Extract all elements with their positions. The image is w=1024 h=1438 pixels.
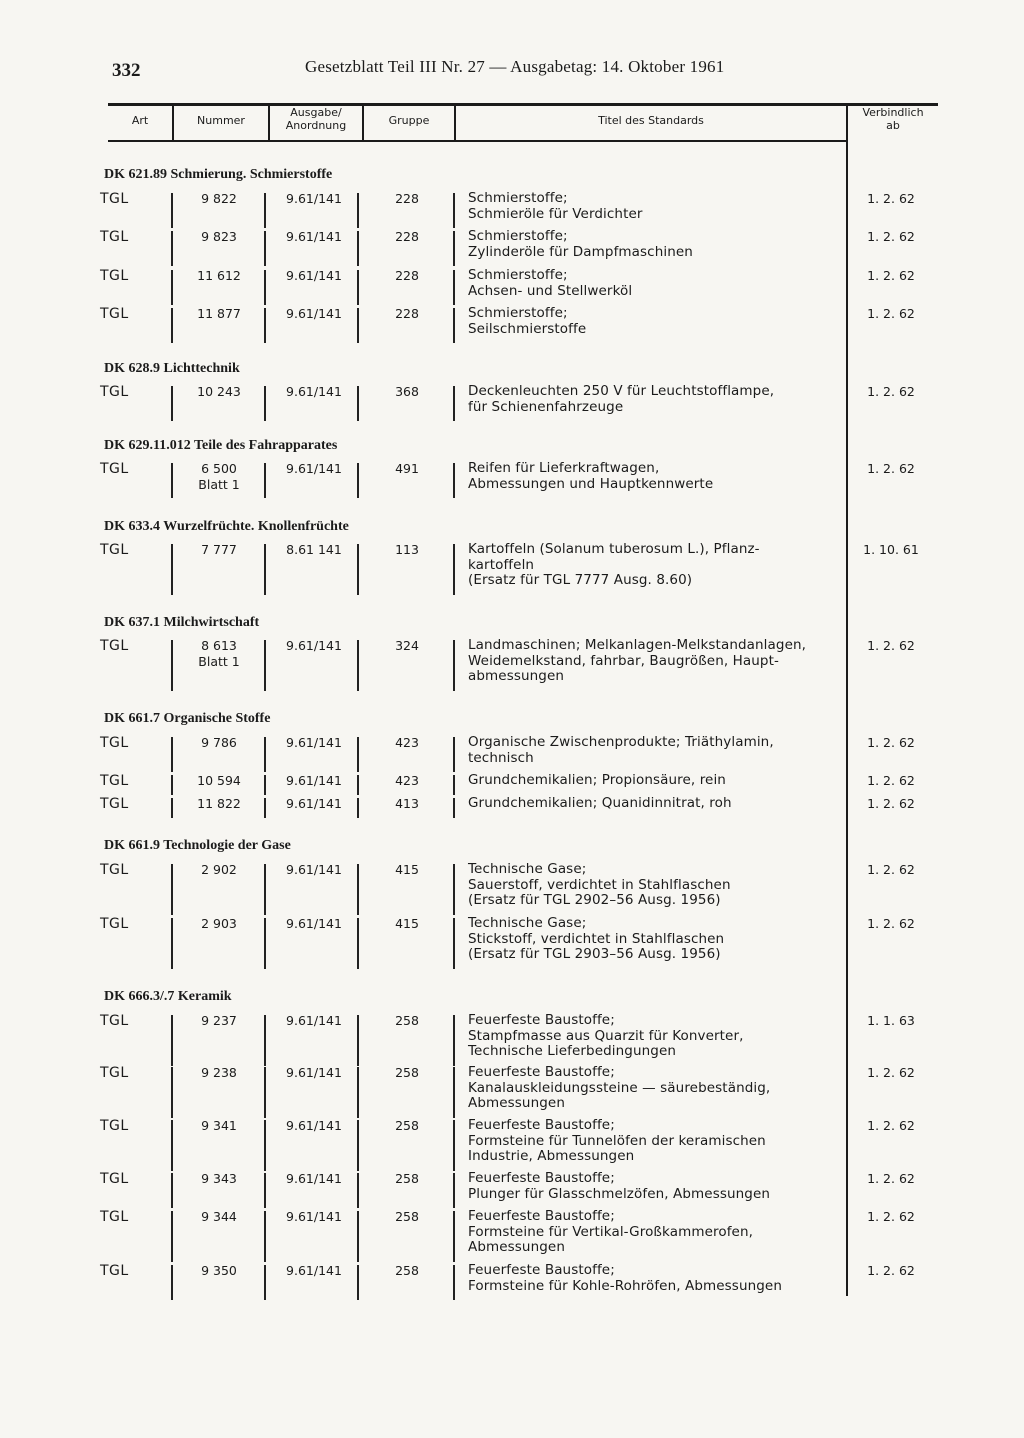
cell-ausgabe: 9.61/141 xyxy=(286,916,342,931)
cell-gruppe: 415 xyxy=(395,916,419,931)
cell-divider xyxy=(357,737,359,772)
cell-titel-line: Feuerfeste Baustoffe; xyxy=(468,1064,615,1080)
cell-titel-line: Industrie, Abmessungen xyxy=(468,1148,635,1165)
cell-divider xyxy=(357,775,359,795)
cell-titel-line: Abmessungen xyxy=(468,1095,565,1112)
column-header-ausgabe xyxy=(270,106,362,132)
cell-divider xyxy=(264,918,266,969)
cell-titel-line: Feuerfeste Baustoffe; xyxy=(468,1208,615,1224)
cell-titel-line: Feuerfeste Baustoffe; xyxy=(468,1012,615,1028)
cell-ausgabe: 9.61/141 xyxy=(286,306,342,321)
cell-titel xyxy=(468,1171,838,1202)
cell-nummer xyxy=(175,191,263,207)
cell-art: TGL xyxy=(100,384,129,400)
cell-divider xyxy=(171,544,173,595)
cell-nummer-value: 7 777 xyxy=(201,542,237,557)
page-number: 332 xyxy=(112,60,141,81)
cell-divider xyxy=(453,1211,455,1262)
cell-divider xyxy=(453,1015,455,1066)
cell-titel xyxy=(468,268,838,299)
cell-nummer-blatt: Blatt 1 xyxy=(198,654,240,669)
cell-divider xyxy=(453,1173,455,1208)
cell-nummer-value: 11 877 xyxy=(197,306,241,321)
cell-gruppe: 228 xyxy=(395,306,419,321)
cell-nummer xyxy=(175,1263,263,1279)
cell-ausgabe: 9.61/141 xyxy=(286,735,342,750)
column-header-titel: Titel des Standards xyxy=(598,114,704,127)
cell-divider xyxy=(171,386,173,421)
cell-gruppe: 228 xyxy=(395,268,419,283)
cell-divider xyxy=(453,270,455,305)
cell-verbindlich: 1. 2. 62 xyxy=(867,306,915,321)
cell-divider xyxy=(171,640,173,691)
right-column-rule xyxy=(846,104,848,1296)
cell-divider xyxy=(264,231,266,266)
cell-divider xyxy=(171,737,173,772)
column-header-ausgabe-line2: Anordnung xyxy=(285,119,347,132)
cell-divider xyxy=(357,640,359,691)
cell-divider xyxy=(264,544,266,595)
cell-divider xyxy=(453,463,455,498)
cell-nummer-value: 9 786 xyxy=(201,735,237,750)
cell-divider xyxy=(453,1265,455,1300)
cell-art: TGL xyxy=(100,1118,129,1134)
cell-divider xyxy=(357,386,359,421)
cell-divider xyxy=(171,1120,173,1171)
cell-titel xyxy=(468,384,838,415)
cell-divider xyxy=(171,918,173,969)
cell-divider xyxy=(453,1120,455,1171)
cell-divider xyxy=(264,386,266,421)
cell-verbindlich: 1. 2. 62 xyxy=(867,1065,915,1080)
cell-titel xyxy=(468,862,838,909)
column-header-verbindlich xyxy=(848,106,938,132)
cell-divider xyxy=(357,1211,359,1262)
section-heading: DK 637.1 Milchwirtschaft xyxy=(104,615,260,630)
cell-verbindlich: 1. 2. 62 xyxy=(867,384,915,399)
cell-divider xyxy=(171,775,173,795)
cell-titel-line: kartoffeln xyxy=(468,556,535,573)
cell-verbindlich: 1. 2. 62 xyxy=(867,916,915,931)
cell-divider xyxy=(357,1067,359,1118)
table-header-rule xyxy=(108,140,848,142)
cell-art: TGL xyxy=(100,916,129,932)
cell-divider xyxy=(264,1067,266,1118)
cell-divider xyxy=(171,231,173,266)
section-heading: DK 666.3/.7 Keramik xyxy=(104,989,232,1004)
cell-divider xyxy=(171,864,173,915)
cell-ausgabe: 9.61/141 xyxy=(286,384,342,399)
column-header-art: Art xyxy=(131,114,149,127)
cell-verbindlich: 1. 2. 62 xyxy=(867,796,915,811)
cell-titel-line: Feuerfeste Baustoffe; xyxy=(468,1170,615,1186)
cell-divider xyxy=(264,640,266,691)
cell-nummer-value: 9 350 xyxy=(201,1263,237,1278)
cell-nummer xyxy=(175,735,263,751)
cell-titel-line: Abmessungen und Hauptkennwerte xyxy=(468,475,714,492)
cell-nummer xyxy=(175,916,263,932)
cell-art: TGL xyxy=(100,773,129,789)
cell-divider xyxy=(171,463,173,498)
cell-titel xyxy=(468,229,838,260)
cell-art: TGL xyxy=(100,542,129,558)
cell-divider xyxy=(171,1211,173,1262)
cell-art: TGL xyxy=(100,268,129,284)
cell-nummer-value: 9 823 xyxy=(201,229,237,244)
section-heading: DK 628.9 Lichttechnik xyxy=(104,361,240,376)
cell-divider xyxy=(264,1120,266,1171)
cell-titel-line: Organische Zwischenprodukte; Triäthylamin, xyxy=(468,734,774,750)
cell-verbindlich: 1. 1. 63 xyxy=(867,1013,915,1028)
cell-nummer-value: 6 500 xyxy=(201,461,237,476)
cell-art: TGL xyxy=(100,638,129,654)
cell-nummer-value: 11 822 xyxy=(197,796,241,811)
cell-ausgabe: 9.61/141 xyxy=(286,638,342,653)
cell-nummer xyxy=(175,773,263,789)
cell-gruppe: 228 xyxy=(395,229,419,244)
cell-gruppe: 258 xyxy=(395,1171,419,1186)
cell-nummer-blatt: Blatt 1 xyxy=(198,477,240,492)
cell-gruppe: 258 xyxy=(395,1065,419,1080)
cell-titel xyxy=(468,1263,838,1294)
cell-divider xyxy=(264,775,266,795)
cell-titel-line: Grundchemikalien; Propionsäure, rein xyxy=(468,772,726,788)
cell-ausgabe: 9.61/141 xyxy=(286,1171,342,1186)
cell-divider xyxy=(264,1173,266,1208)
column-header-nummer: Nummer xyxy=(197,114,245,127)
cell-divider xyxy=(357,1120,359,1171)
cell-nummer xyxy=(175,862,263,878)
cell-nummer-value: 11 612 xyxy=(197,268,241,283)
cell-art: TGL xyxy=(100,1013,129,1029)
cell-divider xyxy=(453,1067,455,1118)
cell-art: TGL xyxy=(100,796,129,812)
cell-divider xyxy=(171,193,173,228)
cell-divider xyxy=(453,386,455,421)
cell-divider xyxy=(264,270,266,305)
cell-ausgabe: 9.61/141 xyxy=(286,862,342,877)
cell-divider xyxy=(357,798,359,818)
cell-titel-line: Schmierstoffe; xyxy=(468,228,568,244)
cell-divider xyxy=(171,270,173,305)
cell-divider xyxy=(171,308,173,343)
cell-titel-line: Schmierstoffe; xyxy=(468,305,568,321)
cell-art: TGL xyxy=(100,191,129,207)
cell-titel-line: Kartoffeln (Solanum tuberosum L.), Pflanz- xyxy=(468,541,760,557)
cell-ausgabe: 9.61/141 xyxy=(286,268,342,283)
cell-divider xyxy=(264,308,266,343)
cell-art: TGL xyxy=(100,1171,129,1187)
cell-nummer xyxy=(175,461,263,493)
cell-gruppe: 423 xyxy=(395,735,419,750)
cell-ausgabe: 9.61/141 xyxy=(286,1263,342,1278)
cell-titel-line: Seilschmierstoffe xyxy=(468,320,587,337)
cell-divider xyxy=(357,1015,359,1066)
cell-nummer-value: 9 237 xyxy=(201,1013,237,1028)
cell-divider xyxy=(453,737,455,772)
cell-nummer xyxy=(175,1171,263,1187)
cell-titel xyxy=(468,1065,838,1112)
cell-titel-line: Feuerfeste Baustoffe; xyxy=(468,1262,615,1278)
cell-divider xyxy=(357,864,359,915)
cell-verbindlich: 1. 2. 62 xyxy=(867,229,915,244)
table-top-rule xyxy=(108,103,938,106)
cell-nummer xyxy=(175,542,263,558)
cell-verbindlich: 1. 2. 62 xyxy=(867,773,915,788)
cell-titel-line: Schmieröle für Verdichter xyxy=(468,205,643,222)
cell-gruppe: 258 xyxy=(395,1013,419,1028)
cell-gruppe: 491 xyxy=(395,461,419,476)
cell-ausgabe: 9.61/141 xyxy=(286,229,342,244)
cell-divider xyxy=(357,544,359,595)
cell-nummer xyxy=(175,796,263,812)
cell-divider xyxy=(357,270,359,305)
cell-titel-line: Grundchemikalien; Quanidinnitrat, roh xyxy=(468,795,732,811)
cell-titel-line: (Ersatz für TGL 7777 Ausg. 8.60) xyxy=(468,572,693,589)
cell-nummer-value: 2 903 xyxy=(201,916,237,931)
cell-divider xyxy=(453,918,455,969)
cell-titel xyxy=(468,916,838,963)
cell-gruppe: 258 xyxy=(395,1118,419,1133)
cell-divider xyxy=(171,1265,173,1300)
cell-divider xyxy=(357,308,359,343)
cell-titel-line: abmessungen xyxy=(468,668,565,685)
cell-titel xyxy=(468,796,838,812)
cell-divider xyxy=(264,1211,266,1262)
cell-divider xyxy=(264,1015,266,1066)
cell-titel-line: Kanalauskleidungssteine — säurebeständig, xyxy=(468,1079,771,1096)
cell-gruppe: 113 xyxy=(395,542,419,557)
column-divider xyxy=(172,104,174,140)
cell-gruppe: 258 xyxy=(395,1263,419,1278)
cell-titel-line: Formsteine für Vertikal-Großkammerofen, xyxy=(468,1223,754,1240)
cell-titel-line: Formsteine für Tunnelöfen der keramischen xyxy=(468,1132,766,1149)
cell-verbindlich: 1. 2. 62 xyxy=(867,638,915,653)
cell-nummer-value: 9 238 xyxy=(201,1065,237,1080)
cell-verbindlich: 1. 2. 62 xyxy=(867,268,915,283)
cell-titel xyxy=(468,191,838,222)
cell-verbindlich: 1. 2. 62 xyxy=(867,1171,915,1186)
cell-titel-line: Zylinderöle für Dampfmaschinen xyxy=(468,243,693,260)
cell-titel-line: Schmierstoffe; xyxy=(468,190,568,206)
cell-ausgabe: 9.61/141 xyxy=(286,1118,342,1133)
cell-ausgabe: 9.61/141 xyxy=(286,796,342,811)
cell-verbindlich: 1. 2. 62 xyxy=(867,862,915,877)
cell-art: TGL xyxy=(100,1263,129,1279)
cell-nummer-value: 8 613 xyxy=(201,638,237,653)
cell-divider xyxy=(171,1015,173,1066)
cell-titel xyxy=(468,461,838,492)
cell-nummer xyxy=(175,229,263,245)
cell-ausgabe: 9.61/141 xyxy=(286,1065,342,1080)
section-heading: DK 629.11.012 Teile des Fahrapparates xyxy=(104,438,338,453)
cell-verbindlich: 1. 2. 62 xyxy=(867,735,915,750)
cell-gruppe: 368 xyxy=(395,384,419,399)
cell-divider xyxy=(264,193,266,228)
cell-ausgabe: 9.61/141 xyxy=(286,1209,342,1224)
cell-divider xyxy=(453,798,455,818)
cell-titel-line: (Ersatz für TGL 2903–56 Ausg. 1956) xyxy=(468,946,721,963)
column-header-gruppe: Gruppe xyxy=(388,114,430,127)
cell-titel xyxy=(468,1118,838,1165)
cell-titel-line: technisch xyxy=(468,749,534,766)
cell-nummer-value: 10 243 xyxy=(197,384,241,399)
cell-nummer xyxy=(175,268,263,284)
cell-nummer-value: 9 341 xyxy=(201,1118,237,1133)
cell-art: TGL xyxy=(100,735,129,751)
cell-art: TGL xyxy=(100,229,129,245)
cell-gruppe: 258 xyxy=(395,1209,419,1224)
cell-gruppe: 413 xyxy=(395,796,419,811)
cell-verbindlich: 1. 2. 62 xyxy=(867,1118,915,1133)
cell-titel xyxy=(468,306,838,337)
cell-ausgabe: 9.61/141 xyxy=(286,191,342,206)
cell-nummer xyxy=(175,384,263,400)
cell-divider xyxy=(453,231,455,266)
cell-art: TGL xyxy=(100,461,129,477)
cell-art: TGL xyxy=(100,1209,129,1225)
cell-titel-line: Stickstoff, verdichtet in Stahlflaschen xyxy=(468,930,725,947)
cell-titel-line: Feuerfeste Baustoffe; xyxy=(468,1117,615,1133)
cell-titel-line: Reifen für Lieferkraftwagen, xyxy=(468,460,660,476)
cell-divider xyxy=(357,463,359,498)
cell-art: TGL xyxy=(100,306,129,322)
cell-divider xyxy=(171,1173,173,1208)
cell-nummer-value: 9 343 xyxy=(201,1171,237,1186)
cell-art: TGL xyxy=(100,1065,129,1081)
cell-titel-line: Deckenleuchten 250 V für Leuchtstofflampe, xyxy=(468,383,775,399)
cell-titel-line: Technische Lieferbedingungen xyxy=(468,1043,677,1060)
cell-titel-line: Technische Gase; xyxy=(468,861,587,877)
cell-titel-line: Technische Gase; xyxy=(468,915,587,931)
cell-gruppe: 324 xyxy=(395,638,419,653)
cell-nummer-value: 9 344 xyxy=(201,1209,237,1224)
cell-divider xyxy=(171,1067,173,1118)
cell-divider xyxy=(264,798,266,818)
cell-titel xyxy=(468,773,838,789)
cell-titel-line: Schmierstoffe; xyxy=(468,267,568,283)
cell-verbindlich: 1. 10. 61 xyxy=(863,542,919,557)
cell-divider xyxy=(357,1265,359,1300)
cell-titel-line: Abmessungen xyxy=(468,1239,565,1256)
cell-divider xyxy=(453,544,455,595)
cell-titel-line: Stampfmasse aus Quarzit für Konverter, xyxy=(468,1027,744,1044)
cell-titel-line: Landmaschinen; Melkanlagen-Melkstandanlagen, xyxy=(468,637,807,653)
cell-nummer-value: 9 822 xyxy=(201,191,237,206)
cell-divider xyxy=(453,864,455,915)
cell-divider xyxy=(264,463,266,498)
cell-verbindlich: 1. 2. 62 xyxy=(867,461,915,476)
cell-titel-line: für Schienenfahrzeuge xyxy=(468,398,624,415)
column-header-verbindlich-line2: ab xyxy=(886,119,900,132)
section-heading: DK 621.89 Schmierung. Schmierstoffe xyxy=(104,167,333,182)
section-heading: DK 633.4 Wurzelfrüchte. Knollenfrüchte xyxy=(104,519,349,534)
cell-ausgabe: 9.61/141 xyxy=(286,773,342,788)
cell-art: TGL xyxy=(100,862,129,878)
cell-titel-line: Formsteine für Kohle-Rohröfen, Abmessungen xyxy=(468,1277,782,1294)
section-heading: DK 661.7 Organische Stoffe xyxy=(104,711,271,726)
cell-titel xyxy=(468,735,838,766)
cell-ausgabe: 9.61/141 xyxy=(286,1013,342,1028)
cell-nummer xyxy=(175,1209,263,1225)
cell-divider xyxy=(264,1265,266,1300)
cell-titel xyxy=(468,1013,838,1060)
cell-divider xyxy=(357,918,359,969)
cell-titel xyxy=(468,542,838,589)
column-header-verbindlich-line1: Verbindlich xyxy=(862,106,924,119)
cell-verbindlich: 1. 2. 62 xyxy=(867,1209,915,1224)
cell-nummer-value: 10 594 xyxy=(197,773,241,788)
cell-divider xyxy=(453,775,455,795)
cell-titel-line: (Ersatz für TGL 2902–56 Ausg. 1956) xyxy=(468,892,721,909)
section-heading: DK 661.9 Technologie der Gase xyxy=(104,838,291,853)
cell-nummer xyxy=(175,306,263,322)
cell-divider xyxy=(357,231,359,266)
cell-verbindlich: 1. 2. 62 xyxy=(867,191,915,206)
cell-titel xyxy=(468,1209,838,1256)
cell-ausgabe: 9.61/141 xyxy=(286,461,342,476)
cell-titel-line: Plunger für Glasschmelzöfen, Abmessungen xyxy=(468,1185,771,1202)
cell-gruppe: 415 xyxy=(395,862,419,877)
cell-divider xyxy=(357,193,359,228)
cell-divider xyxy=(453,193,455,228)
cell-titel-line: Achsen- und Stellwerköl xyxy=(468,282,633,299)
cell-gruppe: 423 xyxy=(395,773,419,788)
cell-divider xyxy=(453,640,455,691)
cell-titel-line: Weidemelkstand, fahrbar, Baugrößen, Haupt- xyxy=(468,652,779,669)
cell-nummer-value: 2 902 xyxy=(201,862,237,877)
cell-divider xyxy=(264,864,266,915)
cell-nummer xyxy=(175,1118,263,1134)
cell-nummer xyxy=(175,1013,263,1029)
cell-divider xyxy=(171,798,173,818)
cell-nummer xyxy=(175,638,263,670)
cell-nummer xyxy=(175,1065,263,1081)
cell-ausgabe: 8.61 141 xyxy=(286,542,342,557)
cell-titel-line: Sauerstoff, verdichtet in Stahlflaschen xyxy=(468,876,731,893)
cell-divider xyxy=(453,308,455,343)
cell-titel xyxy=(468,638,838,685)
running-head: Gesetzblatt Teil III Nr. 27 — Ausgabetag: 14. Oktober 1961 xyxy=(305,57,725,76)
column-header-ausgabe-line1: Ausgabe/ xyxy=(290,106,342,119)
cell-gruppe: 228 xyxy=(395,191,419,206)
cell-divider xyxy=(264,737,266,772)
cell-divider xyxy=(357,1173,359,1208)
cell-verbindlich: 1. 2. 62 xyxy=(867,1263,915,1278)
